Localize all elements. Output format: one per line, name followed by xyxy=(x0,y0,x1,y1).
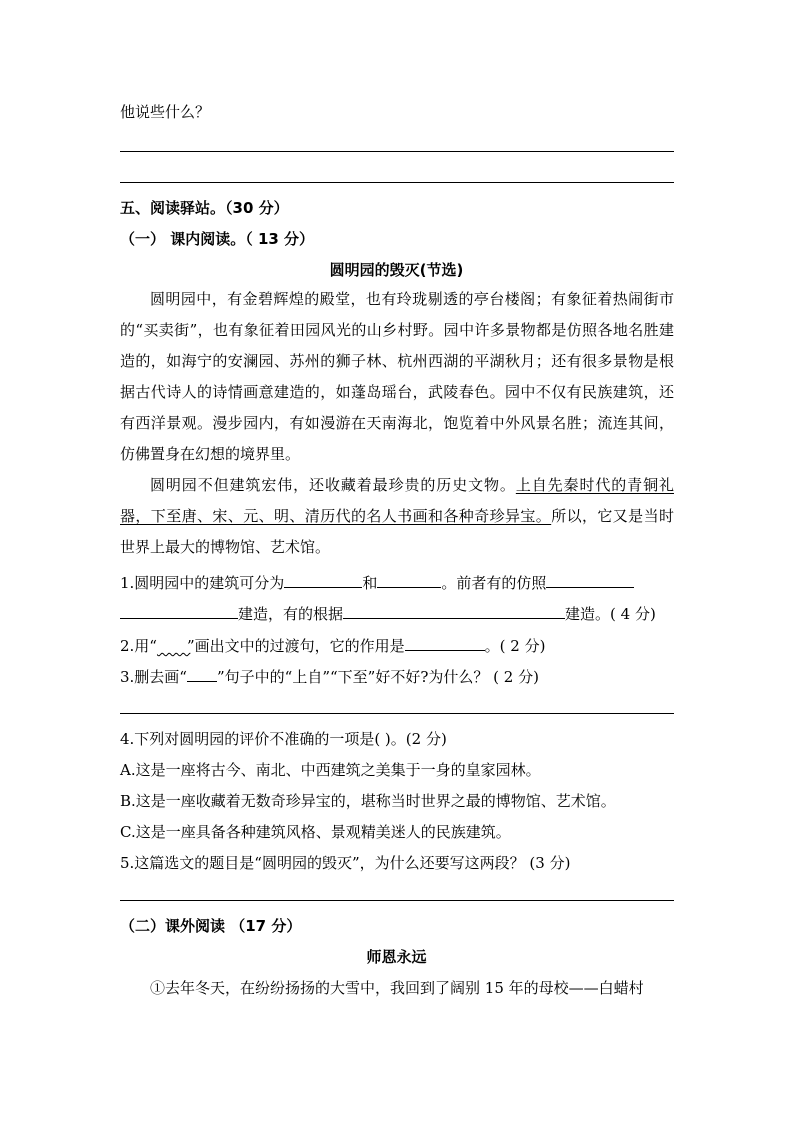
question-1-cont xyxy=(120,602,656,624)
question-text: ”画出文中的过渡句，它的作用是 xyxy=(186,637,405,655)
answer-line xyxy=(120,182,674,183)
wavy-line-mark xyxy=(157,637,187,655)
question-text: 和 xyxy=(362,574,378,592)
question-text: 2.用“ xyxy=(120,637,157,655)
question-4: 4.下列对圆明园的评价不准确的一项是( )。(2 分) xyxy=(120,730,447,748)
question-text: 。前者有的仿照 xyxy=(441,574,547,592)
article-paragraph xyxy=(120,470,674,563)
option-b[interactable]: B.这是一座收藏着无数奇珍异宝的，堪称当时世界之最的博物馆、艺术馆。 xyxy=(120,792,616,810)
question-prompt: 他说些什么？ xyxy=(120,103,211,121)
answer-line xyxy=(120,900,674,901)
fill-blank[interactable] xyxy=(546,571,634,588)
question-text: 。( 2 分) xyxy=(484,637,546,655)
option-a[interactable]: A.这是一座将古今、南北、中西建筑之美集于一身的皇家园林。 xyxy=(120,761,541,779)
question-text: 建造。( 4 分) xyxy=(565,605,656,623)
fill-blank[interactable] xyxy=(120,602,238,619)
fill-blank[interactable] xyxy=(284,571,362,588)
subsection-heading: （一） 课内阅读。（ 13 分） xyxy=(120,230,315,248)
paragraph-text: 圆明园不但建筑宏伟，还收藏着最珍贵的历史文物。 xyxy=(150,476,516,494)
fill-blank[interactable] xyxy=(343,602,565,619)
option-c[interactable]: C.这是一座具备各种建筑风格、景观精美迷人的民族建筑。 xyxy=(120,823,511,841)
question-2 xyxy=(120,634,545,656)
paragraph-text: 所以，它又是当时世界上最大的博物馆、艺术馆。 xyxy=(120,507,674,556)
section-heading: 五、阅读驿站。（30 分） xyxy=(120,199,289,217)
article-title: 圆明园的毁灭(节选) xyxy=(329,261,464,279)
answer-line xyxy=(120,713,674,714)
article-paragraph: ①去年冬天，在纷纷扬扬的大雪中，我回到了阔别 15 年的母校——白蜡村 xyxy=(150,979,644,997)
underline-mark xyxy=(187,665,217,682)
underlined-sentence: 上自先秦时代的青铜礼器，下至唐、宋、元、明、清历代的名人书画和各种奇珍异宝。 xyxy=(120,476,674,525)
paragraph-text: 圆明园中，有金碧辉煌的殿堂，也有玲珑剔透的亭台楼阁；有象征着热闹街市的“买卖街”，也有象征着田园风光的山乡村野。园中许多景物都是仿照各地名胜建造的，如海宁的安澜园、苏州的狮子林、杭州西湖的平湖秋月；还有很多景物是根据古代诗人的诗情画意建造的，如蓬岛瑶台，武陵春色。园中不仅有民族建筑，还有西洋景观。漫步园内，有如漫游在天南海北，饱览着中外风景名胜；流连其间，仿佛置身在幻想的境界里。 xyxy=(120,290,674,463)
question-text: ”句子中的“上自”“下至”好不好?为什么？ ( 2 分) xyxy=(216,668,539,686)
subsection-heading: （二）课外阅读 （17 分） xyxy=(120,917,302,935)
question-text: 3.删去画“ xyxy=(120,668,187,686)
question-text: 建造，有的根据 xyxy=(238,605,344,623)
question-text: 1.圆明园中的建筑可分为 xyxy=(120,574,285,592)
fill-blank[interactable] xyxy=(377,571,441,588)
question-1 xyxy=(120,571,634,593)
article-title: 师恩永远 xyxy=(366,948,427,966)
fill-blank[interactable] xyxy=(405,634,485,651)
answer-line xyxy=(120,151,674,152)
question-3 xyxy=(120,665,539,687)
question-5: 5.这篇选文的题目是“圆明园的毁灭”，为什么还要写这两段？ (3 分) xyxy=(120,854,571,872)
article-paragraph xyxy=(120,284,674,470)
